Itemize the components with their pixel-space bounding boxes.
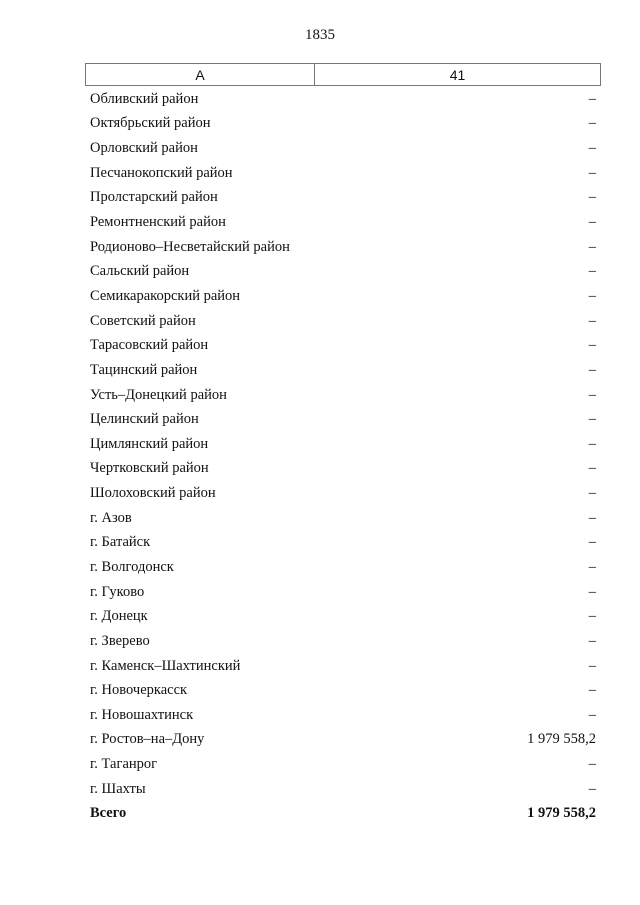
row-name: Октябрьский район: [90, 115, 211, 132]
row-name: г. Зверево: [90, 632, 150, 649]
row-value: –: [588, 189, 596, 206]
table-row: [90, 161, 596, 186]
row-value: –: [588, 214, 596, 231]
table-row: [90, 506, 596, 531]
row-value: –: [588, 583, 596, 600]
row-value: –: [588, 115, 596, 132]
row-value: –: [588, 509, 596, 526]
row-value: –: [588, 411, 596, 428]
table-row: [90, 333, 596, 358]
row-name: г. Батайск: [90, 534, 151, 551]
table-row: [90, 580, 596, 605]
row-name: Ремонтненский район: [90, 214, 226, 231]
row-name: Чертковский район: [90, 460, 209, 477]
table-row: [90, 358, 596, 383]
row-name: Шолоховский район: [90, 485, 216, 502]
table-row: [90, 284, 596, 309]
table-row: [90, 703, 596, 728]
row-name: Сальский район: [90, 263, 190, 280]
row-value: 1 979 558,2: [527, 731, 596, 748]
page-number: 1835: [305, 27, 335, 43]
row-name: г. Гуково: [90, 583, 145, 600]
row-value: –: [588, 706, 596, 723]
row-name: Обливский район: [90, 90, 199, 107]
row-name: г. Донецк: [90, 608, 148, 625]
row-name: Цимлянский район: [90, 435, 209, 452]
table-row: [90, 777, 596, 802]
row-name: г. Ростов–на–Дону: [90, 731, 205, 748]
row-value: –: [588, 756, 596, 773]
row-name: г. Таганрог: [90, 756, 158, 773]
table-row: [90, 457, 596, 482]
table-header: [85, 63, 601, 86]
table-row: [90, 654, 596, 679]
row-name: г. Волгодонск: [90, 558, 174, 575]
row-name: Пролстарский район: [90, 189, 218, 206]
row-name: г. Новошахтинск: [90, 706, 194, 723]
row-value: –: [588, 287, 596, 304]
table-row: [90, 629, 596, 654]
row-value: –: [588, 485, 596, 502]
table-row: [90, 112, 596, 137]
row-name: Тацинский район: [90, 361, 198, 378]
row-name: Семикаракорский район: [90, 287, 241, 304]
table-body: [90, 87, 596, 826]
row-value: –: [588, 90, 596, 107]
row-name: Целинский район: [90, 411, 199, 428]
row-value: –: [588, 164, 596, 181]
row-name: Тарасовский район: [90, 337, 209, 354]
row-value: –: [588, 558, 596, 575]
table-row: [90, 555, 596, 580]
table-row: [90, 604, 596, 629]
row-name: г. Азов: [90, 509, 132, 526]
row-value: –: [588, 140, 596, 157]
table-row: [90, 87, 596, 112]
row-value: –: [588, 780, 596, 797]
table-row: [90, 259, 596, 284]
table-row: [90, 383, 596, 408]
table-row: [90, 531, 596, 556]
row-name: Усть–Донецкий район: [90, 386, 227, 403]
total-row: [90, 802, 596, 827]
row-value: –: [588, 608, 596, 625]
row-value: –: [588, 263, 596, 280]
row-value: –: [588, 312, 596, 329]
table-row: [90, 432, 596, 457]
row-name: Советский район: [90, 312, 196, 329]
table-row: [90, 678, 596, 703]
table-row: [90, 481, 596, 506]
row-value: –: [588, 337, 596, 354]
table-row: [90, 235, 596, 260]
row-value: –: [588, 657, 596, 674]
table-row: [90, 186, 596, 211]
row-name: г. Каменск–Шахтинский: [90, 657, 241, 674]
row-value: –: [588, 632, 596, 649]
row-value: –: [588, 361, 596, 378]
table-row: [90, 210, 596, 235]
row-value: –: [588, 386, 596, 403]
row-value: –: [588, 682, 596, 699]
row-name: Песчанокопский район: [90, 164, 233, 181]
header-col-41: 41: [449, 66, 466, 83]
row-name: Орловский район: [90, 140, 198, 157]
total-value: 1 979 558,2: [527, 805, 596, 822]
row-value: –: [588, 460, 596, 477]
table-row: [90, 728, 596, 753]
table-row: [90, 407, 596, 432]
header-col-a: А: [86, 64, 315, 85]
total-label: Всего: [90, 805, 127, 822]
table-row: [90, 136, 596, 161]
row-value: –: [588, 534, 596, 551]
table-row: [90, 309, 596, 334]
row-value: –: [588, 238, 596, 255]
table-row: [90, 752, 596, 777]
row-name: Родионово–Несветайский район: [90, 238, 290, 255]
row-value: –: [588, 435, 596, 452]
row-name: г. Новочеркасск: [90, 682, 188, 699]
row-name: г. Шахты: [90, 780, 146, 797]
